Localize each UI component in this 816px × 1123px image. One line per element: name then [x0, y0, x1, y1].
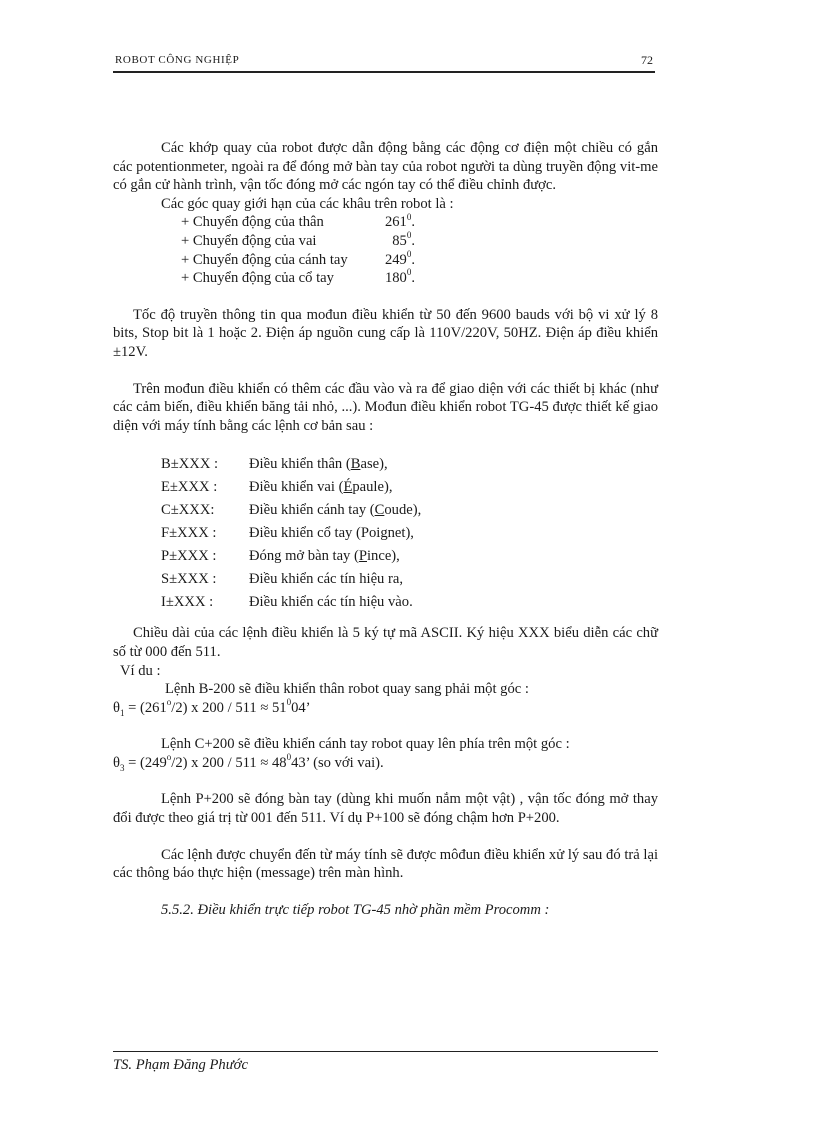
command-code: E±XXX :	[161, 479, 218, 496]
command-item	[161, 453, 658, 476]
limit-value: 85	[392, 232, 407, 249]
footer-author: TS. Phạm Đăng Phước	[113, 1057, 248, 1073]
limit-row-arm: + Chuyển động của cánh tay $249^0$.	[181, 248, 415, 268]
limit-row-body: + Chuyển động của thân $261^0$.	[181, 211, 415, 231]
running-header-title: ROBOT CÔNG NGHIỆP	[115, 54, 240, 66]
command-code: B±XXX :	[161, 456, 219, 473]
command-description: Đóng mở bàn tay (Pince),	[249, 548, 400, 565]
footer-divider	[113, 1051, 658, 1052]
degree-mark: 0	[406, 267, 412, 278]
example2-formula: $\theta_3 = (249^o/2)$ x $200 / 511 \approx 48^043$’ (so với vai).	[113, 752, 384, 773]
degree-mark: 0	[406, 230, 412, 241]
command-description: Điều khiển các tín hiệu vào.	[249, 594, 413, 611]
paragraph-gripper: Lệnh P+200 sẽ đóng bàn tay (dùng khi muốn nắm một vật) , vận tốc đóng mở thay đổi được theo giá trị từ 001 đến 511. Ví dụ P+100 sẽ đóng chậm hơn P+200.	[113, 791, 658, 827]
command-code: I±XXX :	[161, 594, 214, 611]
command-code: F±XXX :	[161, 525, 217, 542]
rotation-limits-list	[181, 213, 658, 287]
command-code: S±XXX :	[161, 571, 217, 588]
paragraph-messages: Các lệnh được chuyển đến từ máy tính sẽ được môđun điều khiển xử lý sau đó trả lại các thông báo thực hiện (message) trên màn hình.	[113, 846, 658, 882]
paragraph-communication: Tốc độ truyền thông tin qua mođun điều khiển từ 50 đến 9600 bauds với bộ vi xử lý 8 bits, Stop bit là 1 hoặc 2. Điện áp nguồn cung cấp là 110V/220V, 50HZ. Điện áp điều khiển ±12V.	[113, 306, 658, 360]
example1-formula: $\theta_1 = (261^o/2)$ x $200 / 511 \approx 51^004$’	[113, 696, 311, 718]
body-text	[113, 139, 658, 919]
command-description: Điều khiển vai (Épaule),	[249, 479, 393, 496]
command-description: Điều khiển các tín hiệu ra,	[249, 571, 403, 588]
section-heading: 5.5.2. Điều khiển trực tiếp robot TG-45 nhờ phần mềm Procomm :	[161, 901, 550, 918]
command-item	[161, 499, 658, 522]
limit-value: 180	[384, 270, 407, 287]
example2-text: Lệnh C+200 sẽ điều khiển cánh tay robot quay lên phía trên một góc :	[161, 736, 570, 753]
paragraph-interface: Trên mođun điều khiển có thêm các đầu vào và ra để giao diện với các thiết bị khác (như các cảm biến, điều khiển băng tải nhỏ, ...). Mođun điều khiển robot TG-45 được thiết kế giao diện với máy tính bằng các lệnh cơ bản sau :	[113, 380, 658, 434]
degree-mark: 0	[406, 248, 412, 259]
limit-row-wrist: + Chuyển động của cổ tay $180^0$.	[181, 267, 415, 287]
command-code: P±XXX :	[161, 548, 217, 565]
header-divider	[113, 71, 655, 73]
command-item	[161, 522, 658, 545]
paragraph-joints: Các khớp quay của robot được dẫn động bằng các động cơ điện một chiều có gắn các potentionmeter, ngoài ra để đóng mở bàn tay của robot người ta dùng truyền động vit-me có gắn cử hành trình, vận tốc đóng mở các ngón tay có thể điều chỉnh được.	[113, 140, 658, 194]
command-item	[161, 476, 658, 499]
limit-label: + Chuyển động của cánh tay	[181, 251, 348, 268]
paragraph-command-length: Chiều dài của các lệnh điều khiển là 5 ký tự mã ASCII. Ký hiệu XXX biểu diễn các chữ số từ 000 đến 511.	[113, 625, 658, 660]
command-list	[161, 453, 658, 614]
limit-row-shoulder: + Chuyển động của vai $85^0$.	[181, 230, 415, 249]
example1-text: Lệnh B-200 sẽ điều khiển thân robot quay sang phải một góc :	[165, 681, 529, 698]
limit-value: 249	[384, 251, 407, 268]
command-item	[161, 568, 658, 591]
command-description: Điều khiển cánh tay (Coude),	[249, 502, 422, 519]
limits-intro: Các góc quay giới hạn của các khâu trên robot là :	[161, 195, 454, 212]
command-item	[161, 545, 658, 568]
limit-label: + Chuyển động của thân	[181, 214, 324, 231]
limit-label: + Chuyển động của cổ tay	[181, 270, 334, 287]
limit-label: + Chuyển động của vai	[181, 232, 317, 249]
command-description: Điều khiển cổ tay (Poignet),	[249, 525, 414, 542]
example-label: Ví du :	[120, 662, 161, 679]
page-number: 72	[641, 53, 653, 67]
degree-mark: 0	[406, 211, 412, 222]
limit-value: 261	[384, 214, 407, 231]
command-description: Điều khiển thân (Base),	[249, 456, 388, 473]
command-code: C±XXX:	[161, 502, 215, 519]
command-item	[161, 591, 658, 614]
